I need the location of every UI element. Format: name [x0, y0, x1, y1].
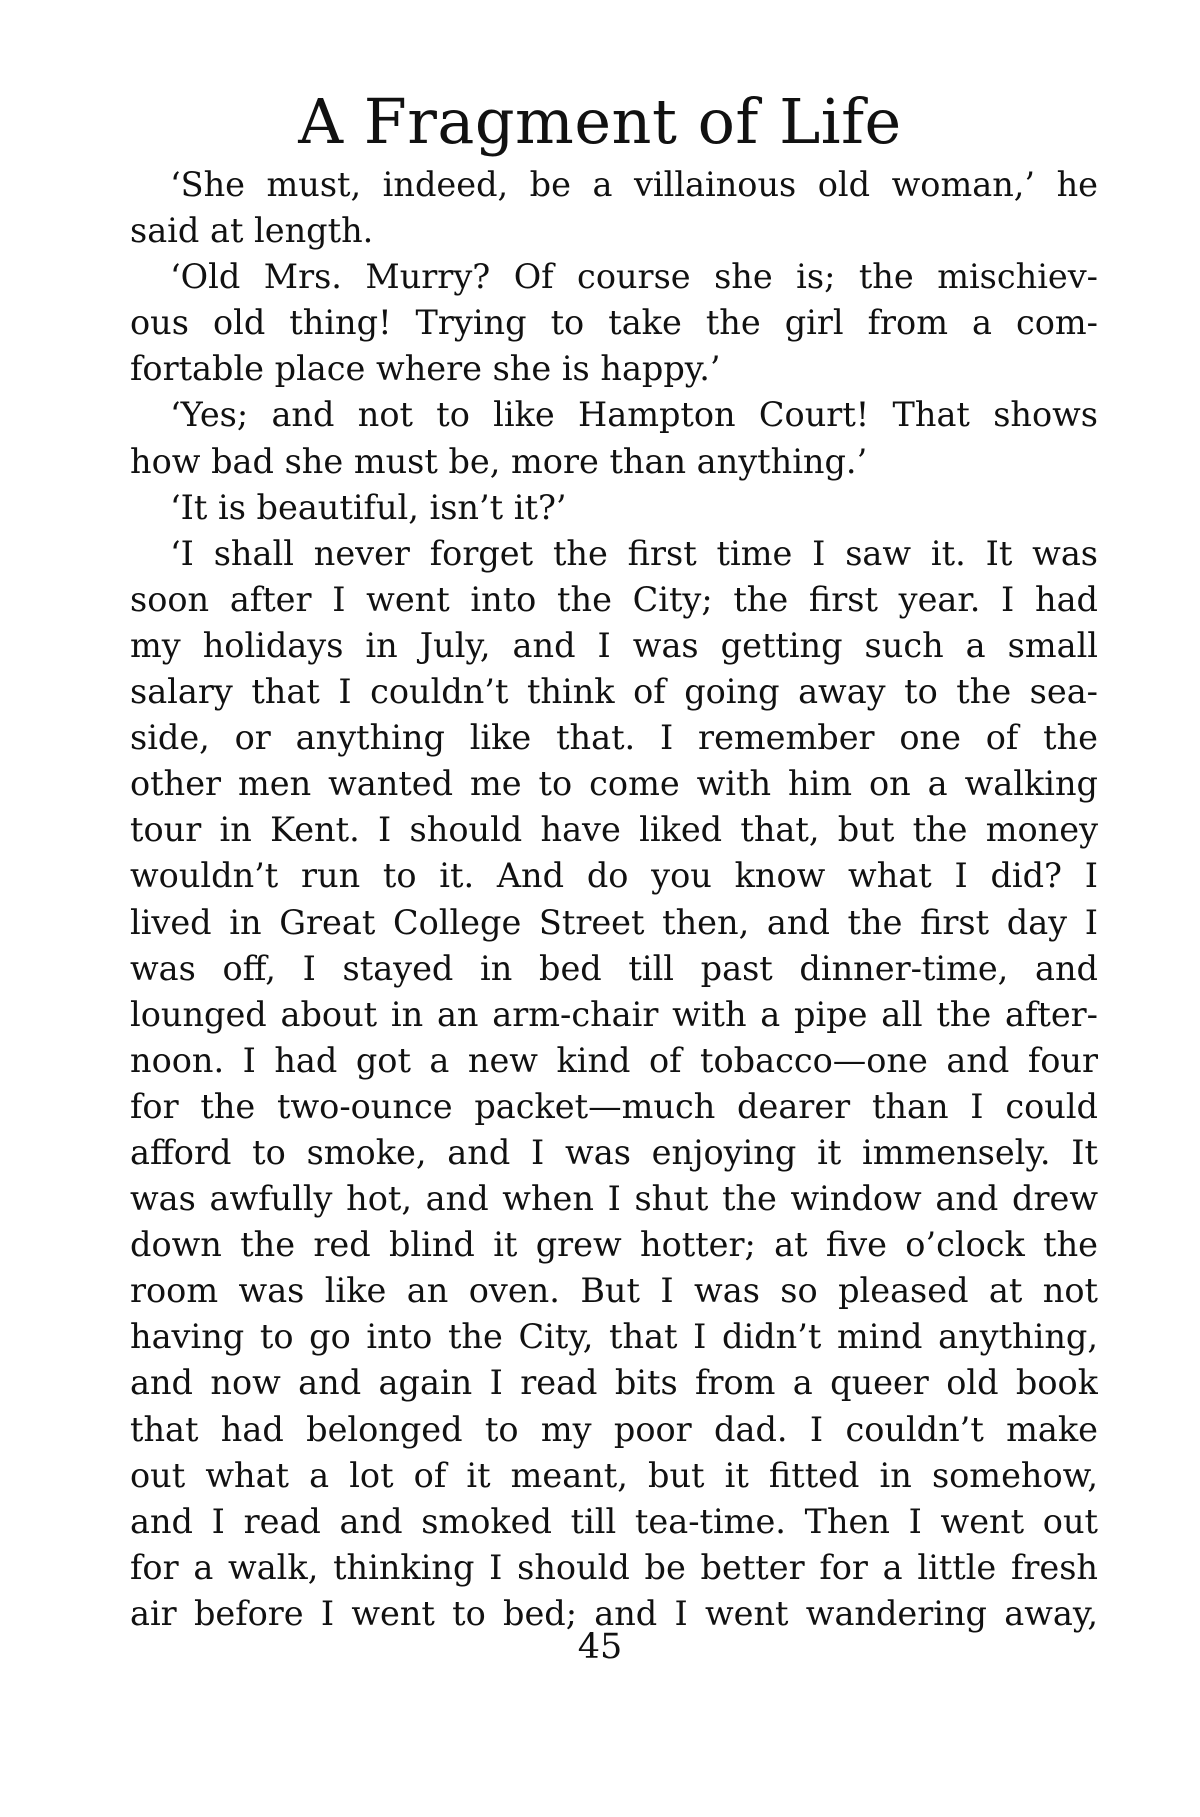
- text-line: for the two-ounce packet—much dearer than I could: [130, 1086, 1098, 1126]
- text-line: out what a lot of it meant, but it fitted in somehow,: [130, 1455, 1098, 1495]
- text-line: air before I went to bed; and I went wandering away,: [130, 1593, 1098, 1633]
- text-line: fortable place where she is happy.’: [130, 349, 721, 389]
- text-line: and now and again I read bits from a queer old book: [130, 1363, 1098, 1403]
- text-line: how bad she must be, more than anything.’: [130, 441, 868, 481]
- text-line: afford to smoke, and I was enjoying it immensely. It: [130, 1132, 1098, 1172]
- text-line: salary that I couldn’t think of going away to the sea-: [130, 672, 1098, 712]
- text-line: ‘Old Mrs. Murry? Of course she is; the mischiev-: [170, 257, 1098, 297]
- text-line: lived in Great College Street then, and the first day I: [130, 902, 1098, 942]
- text-line: said at length.: [130, 211, 374, 251]
- text-line: and I read and smoked till tea-time. Then I went out: [130, 1501, 1098, 1541]
- text-line: having to go into the City, that I didn’t mind anything,: [130, 1317, 1098, 1357]
- text-line: ous old thing! Trying to take the girl from a com-: [130, 303, 1098, 343]
- text-line: ‘Yes; and not to like Hampton Court! That shows: [170, 395, 1098, 435]
- text-line: ‘It is beautiful, isn’t it?’: [170, 487, 567, 527]
- text-line: soon after I went into the City; the first year. I had: [130, 579, 1098, 619]
- text-line: my holidays in July, and I was getting such a small: [130, 625, 1098, 665]
- text-line: that had belonged to my poor dad. I couldn’t make: [130, 1409, 1098, 1449]
- text-line: side, or anything like that. I remember one of the: [130, 718, 1098, 758]
- text-line: ‘She must, indeed, be a villainous old woman,’ he: [170, 165, 1098, 204]
- text-line: tour in Kent. I should have liked that, but the money: [130, 810, 1098, 850]
- running-head-title: A Fragment of Life: [298, 85, 902, 158]
- text-line: down the red blind it grew hotter; at five o’clock the: [130, 1225, 1098, 1265]
- text-line: ‘I shall never forget the first time I saw it. It was: [170, 533, 1098, 573]
- text-line: for a walk, thinking I should be better for a little fresh: [130, 1547, 1098, 1587]
- text-line: other men wanted me to come with him on a walking: [130, 764, 1098, 804]
- text-line: was off, I stayed in bed till past dinner-time, and: [130, 948, 1098, 988]
- text-line: room was like an oven. But I was so pleased at not: [130, 1271, 1098, 1311]
- text-line: lounged about in an arm-chair with a pipe all the after-: [130, 994, 1098, 1034]
- text-line: was awfully hot, and when I shut the window and drew: [130, 1179, 1098, 1219]
- text-line: wouldn’t run to it. And do you know what I did? I: [130, 856, 1098, 896]
- text-line: noon. I had got a new kind of tobacco—one and four: [130, 1040, 1098, 1080]
- page-number: 45: [577, 1627, 623, 1667]
- body-text: [130, 162, 1098, 1637]
